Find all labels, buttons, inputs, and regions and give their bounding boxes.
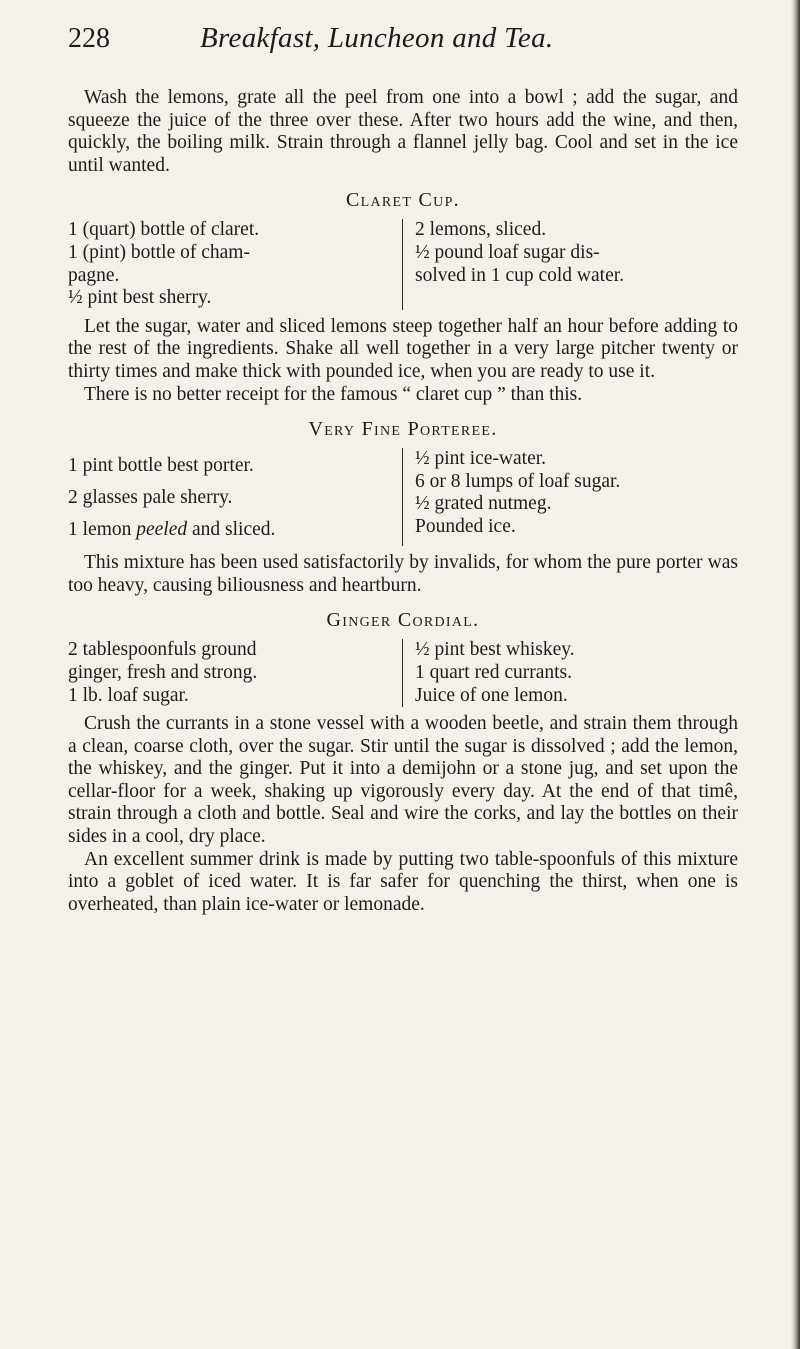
ingredients-right-column	[403, 639, 738, 707]
ingredient-item: 2 tablespoonfuls ground	[68, 639, 257, 661]
ingredient-item-continuation: ginger, fresh and strong.	[68, 661, 258, 683]
instructions-paragraph: This mixture has been used satisfactorily by invalids, for whom the pure porter was too heavy, causing biliousness and heartburn.	[68, 552, 738, 596]
recipe-title: Claret Cup.	[346, 189, 460, 212]
book-page	[68, 22, 738, 916]
recipe-ginger-cordial	[68, 607, 738, 916]
ingredient-emphasis: peeled	[136, 519, 188, 541]
ingredients-left-column	[68, 219, 403, 309]
ingredients-left-column	[68, 639, 403, 707]
recipe-very-fine-porteree	[68, 416, 738, 597]
ingredients-right-column	[403, 448, 738, 546]
ingredient-item: 2 lemons, sliced.	[415, 219, 547, 241]
ingredient-item: 1 (quart) bottle of claret.	[68, 219, 260, 241]
ingredient-item: 1 (pint) bottle of cham-	[68, 241, 250, 263]
recipe-claret-cup	[68, 187, 738, 406]
ingredient-text: 1 lemon	[68, 519, 132, 541]
ingredient-text: and sliced.	[192, 519, 276, 541]
page-edge-shadow	[791, 0, 800, 1349]
recipe-title: Ginger Cordial.	[326, 609, 480, 632]
intro-paragraph: Wash the lemons, grate all the peel from one into a bowl ; add the sugar, and squeeze the juice of the three over these. After two hours add the wine, and then, quickly, the boiling milk. Strain through a flannel jelly bag. Cool and set in the ice until wanted.	[68, 87, 738, 176]
ingredient-item: ½ pound loaf sugar dis-	[415, 241, 600, 263]
ingredient-item-continuation: solved in 1 cup cold water.	[415, 264, 625, 286]
instructions-paragraph: Crush the currants in a stone vessel with a wooden beetle, and strain them through a clean, coarse cloth, over the sugar. Stir until the sugar is dissolved ; add the lemon, the whiskey, and the ginger. Put it into a demijohn or a stone jug, and set upon the cellar-floor for a week, shaking up vigorously every day. At the end of that timê, strain through a cloth and bottle. Seal and wire the corks, and lay the bottles on their sides in a cool, dry place.	[68, 713, 738, 848]
ingredient-item: ½ pint best whiskey.	[415, 639, 575, 661]
ingredient-item: ½ pint best sherry.	[68, 287, 212, 309]
ingredients-left-column	[68, 448, 403, 546]
instructions-paragraph: Let the sugar, water and sliced lemons steep together half an hour before adding to the rest of the ingredients. Shake all well together in a very large pitcher twenty or thirty times and make thick with pounded ice, when you are ready to use it.	[68, 315, 738, 382]
ingredient-item: 1 pint bottle best porter.	[68, 455, 254, 477]
ingredient-item: 6 or 8 lumps of loaf sugar.	[415, 470, 621, 492]
ingredients-table	[68, 219, 738, 309]
ingredient-item: ½ pint ice-water.	[415, 448, 547, 470]
ingredient-item: ½ grated nutmeg.	[415, 493, 552, 515]
ingredient-item: Pounded ice.	[415, 515, 516, 537]
ingredient-item: Juice of one lemon.	[415, 684, 568, 706]
page-header	[68, 22, 738, 66]
page-number: 228	[68, 23, 110, 54]
ingredients-table	[68, 448, 738, 546]
ingredients-table	[68, 639, 738, 707]
ingredient-item-continuation: pagne.	[68, 264, 120, 286]
running-title: Breakfast, Luncheon and Tea.	[200, 22, 554, 54]
ingredient-item: 2 glasses pale sherry.	[68, 487, 233, 509]
ingredients-right-column	[403, 219, 738, 309]
ingredient-item: 1 lb. loaf sugar.	[68, 684, 189, 706]
ingredient-item: 1 quart red currants.	[415, 661, 573, 683]
instructions-paragraph: There is no better receipt for the famous “ claret cup ” than this.	[84, 383, 583, 405]
instructions-paragraph: An excellent summer drink is made by putting two table-spoonfuls of this mixture into a goblet of iced water. It is far safer for quenching the thirst, when one is overheated, than plain ice-water or lemonade.	[68, 848, 738, 915]
recipe-title: Very Fine Porteree.	[308, 418, 498, 441]
ingredient-item	[68, 514, 390, 546]
